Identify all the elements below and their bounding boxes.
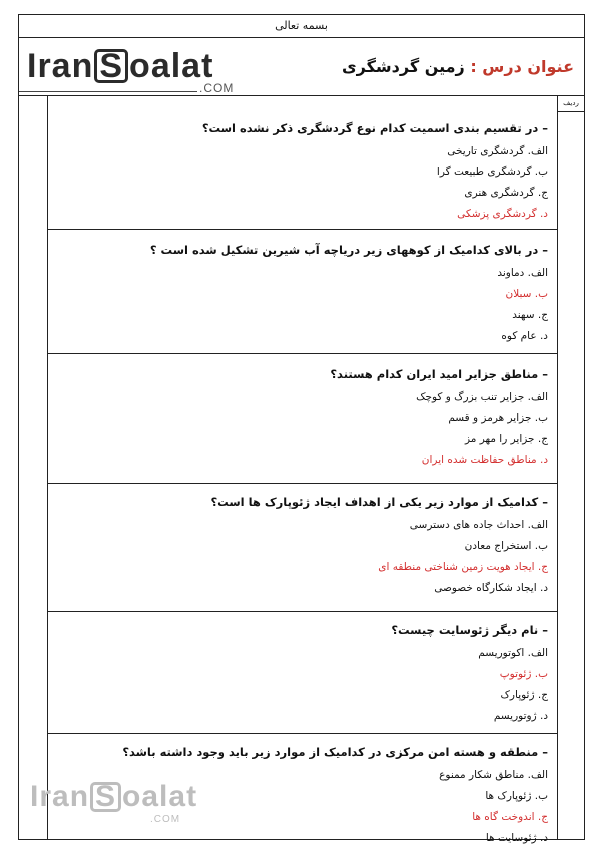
iransoalat-logo [27,47,213,86]
option-c: ج. جزایر را مهر مز [464,433,548,445]
question-divider [47,353,558,354]
watermark-s-box: S [90,782,121,812]
option-a: الف. دماوند [497,267,548,279]
question-2 [47,239,558,347]
row-column-header: ردیف [557,95,584,112]
option-c: ج. ژئوپارک [500,689,548,701]
question-text: – مناطق جزایر امید ایران کدام هستند؟ [330,367,548,381]
question-divider [47,733,558,734]
question-1 [47,117,558,225]
page-header [19,37,584,96]
question-text: – در بالای کدامیک از کوههای زیر دریاچه آب شیرین تشکیل شده است ؟ [149,243,548,257]
question-text: – منطقه و هسته امن مرکزی در کدامیک از موارد زیر باید وجود داشته باشد؟ [122,745,548,759]
option-b: ب. ژئوتوپ [499,668,548,680]
watermark-logo [30,780,197,814]
option-a: الف. گردشگری تاریخی [447,145,548,157]
question-3 [47,363,558,471]
watermark-text-oalat: oalat [122,780,198,813]
question-divider [47,483,558,484]
question-list [47,111,558,844]
option-b: ب. استخراج معادن [464,540,548,552]
logo-com: .COM [199,81,235,95]
exam-sheet [18,14,585,844]
question-text: – نام دیگر ژئوسایت چیست؟ [391,623,548,637]
option-a: الف. اکوتوریسم [478,647,548,659]
option-d: د. عام کوه [501,330,548,342]
question-4 [47,491,558,599]
option-a: الف. جزایر تنب بزرگ و کوچک [416,391,548,403]
option-b: ب. ژئوپارک ها [485,790,548,802]
option-a: الف. مناطق شکار ممنوع [439,769,548,781]
question-text: – در تقسیم بندی اسمیت کدام نوع گردشگری ذکر نشده است؟ [201,121,548,135]
option-d: د. مناطق حفاظت شده ایران [421,454,548,466]
bismillah-heading: بسمه تعالی [19,15,584,38]
logo-underline [19,91,197,92]
option-b: ب. سبلان [505,288,548,300]
option-a: الف. احداث جاده های دسترسی [409,519,548,531]
question-text: – کدامیک از موارد زیر یکی از اهداف ایجاد ژئوپارک ها است؟ [210,495,548,509]
option-d: د. گردشگری پزشکی [457,208,548,220]
lesson-title-label: عنوان درس : [470,57,574,76]
logo-s-box: S [94,49,128,83]
logo-text-iran: Iran [27,47,94,85]
option-c: ج. اندوخت گاه ها [472,811,548,823]
lesson-title-value: زمین گردشگری [342,57,465,76]
watermark-text-iran: Iran [30,780,90,813]
option-d: د. ژوتوریسم [493,710,548,722]
question-5 [47,619,558,727]
option-c: ج. گردشگری هنری [464,187,548,199]
lesson-title [342,57,574,76]
watermark-com: .COM [150,814,181,825]
option-b: ب. گردشگری طبیعت گرا [436,166,548,178]
option-d: د. ژئوسایت ها [485,832,548,844]
logo-text-oalat: oalat [129,47,214,85]
question-divider [47,611,558,612]
option-d: د. ایجاد شکارگاه خصوصی [434,582,548,594]
option-c: ج. سهند [512,309,548,321]
option-b: ب. جزایر هرمز و قسم [448,412,548,424]
option-c: ج. ایجاد هویت زمین شناختی منطقه ای [378,561,548,573]
question-divider [47,229,558,230]
